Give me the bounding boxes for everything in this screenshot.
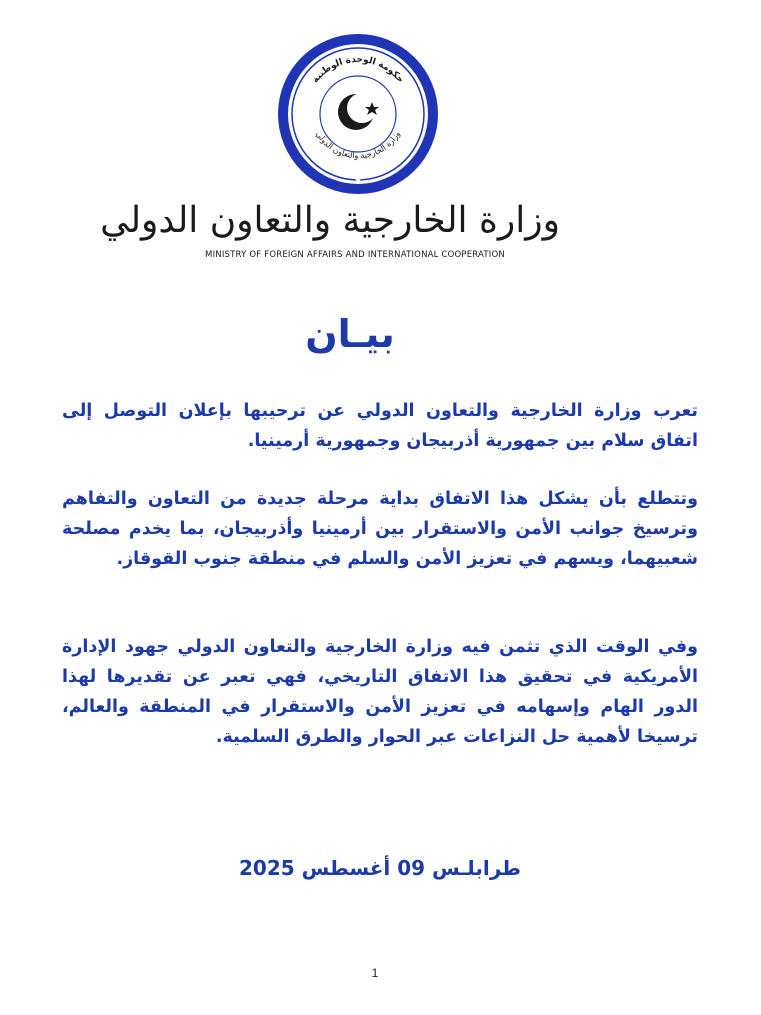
statement-paragraph-1: تعرب وزارة الخارجية والتعاون الدولي عن ترحيبها بإعلان التوصل إلى اتفاق سلام بين جمهورية أذربيجان وجمهورية أرمينيا. bbox=[62, 401, 698, 451]
page-number: 1 bbox=[371, 966, 379, 980]
dateline: طرابلـس 09 أغسطس 2025 bbox=[239, 856, 521, 880]
ministry-name-arabic: وزارة الخارجية والتعاون الدولي bbox=[100, 200, 560, 241]
emblem-top-text: حكومة الوحدة الوطنية bbox=[310, 54, 406, 86]
ministry-name-english: MINISTRY OF FOREIGN AFFAIRS AND INTERNATIONAL COOPERATION bbox=[205, 250, 505, 260]
statement-paragraph-2: وتتطلع بأن يشكل هذا الاتفاق بداية مرحلة جديدة من التعاون والتفاهم وترسيخ جوانب الأمن والاستقرار بين أرمينيا وأذربيجان، بما يخدم مصلحة شعبيهما، ويسهم في تعزيز الأمن والسلم في منطقة جنوب القوقاز. bbox=[62, 489, 698, 569]
emblem-bottom-text: وزارة الخارجية والتعاون الدولي bbox=[314, 129, 402, 161]
emblem-seal-icon bbox=[276, 32, 440, 196]
ministry-emblem bbox=[276, 32, 440, 196]
statement-title: بيـان bbox=[305, 312, 395, 356]
statement-paragraph-3: وفي الوقت الذي تثمن فيه وزارة الخارجية والتعاون الدولي جهود الإدارة الأمريكية في تحقيق هذا الاتفاق التاريخي، فهي تعبر عن تقديرها لهذا الدور الهام وإسهامه في تعزيز الأمن والاستقرار في المنطقة والعالم، ترسيخا لأهمية حل النزاعات عبر الحوار والطرق السلمية. bbox=[62, 637, 698, 747]
